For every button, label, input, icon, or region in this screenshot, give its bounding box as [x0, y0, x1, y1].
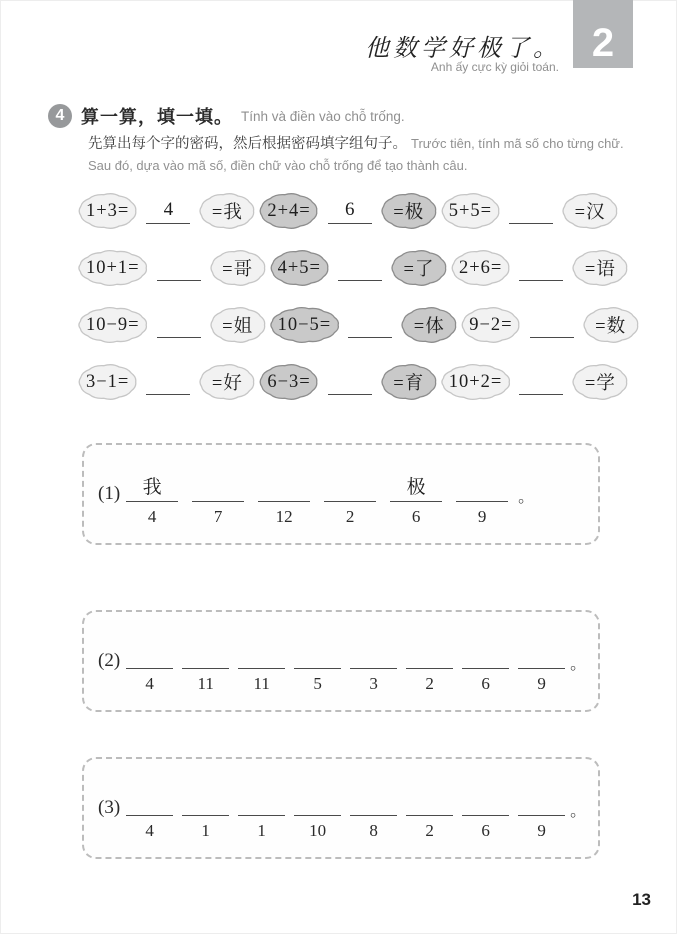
puzzle-row: [76, 190, 616, 232]
equation-text: 5+5=: [448, 200, 493, 221]
character-blank: 我: [126, 475, 178, 502]
character-blank: [406, 789, 453, 816]
equation-text: 10+2=: [448, 371, 503, 392]
character-text: =育: [393, 374, 425, 394]
character-cloud: [570, 248, 630, 288]
blank-unit: [126, 475, 178, 527]
blank-unit: [406, 789, 453, 841]
character-blank: [350, 642, 397, 669]
sentence-period: 。: [518, 489, 535, 506]
equation-cloud: [257, 362, 320, 402]
character-text: =我: [211, 203, 243, 223]
chapter-number-box: 2: [573, 0, 633, 68]
equation-text: 10−9=: [86, 314, 140, 335]
character-text: =好: [211, 374, 243, 394]
blank-unit: [350, 642, 397, 694]
character-blank: [294, 642, 341, 669]
blank-unit: [126, 642, 173, 694]
code-number: 9: [537, 821, 546, 840]
puzzle-cell: [439, 362, 631, 402]
character-text: =哥: [222, 260, 254, 280]
character-text: =数: [595, 317, 627, 337]
puzzle-cell: [439, 191, 620, 231]
character-cloud: [379, 191, 439, 231]
answer-blank: [157, 256, 201, 281]
code-number: 11: [253, 674, 270, 693]
character-cloud: [379, 362, 439, 402]
blank-unit: [126, 789, 173, 841]
code-number: 6: [481, 674, 490, 693]
lesson-title-vietnamese: Anh ấy cực kỳ giỏi toán.: [430, 60, 559, 74]
character-blank: [406, 642, 453, 669]
exercise-title-chinese: 算一算，填一填。: [81, 107, 233, 127]
answer-blank: [146, 370, 190, 395]
character-cloud: [399, 305, 459, 345]
answer-blank: 6: [328, 199, 372, 224]
answer-blank: [157, 313, 201, 338]
equation-cloud: [76, 305, 150, 345]
code-number: 4: [145, 674, 154, 693]
code-number: 8: [369, 821, 378, 840]
equation-cloud: [76, 362, 139, 402]
equation-text: 2+4=: [267, 200, 311, 221]
equation-cloud: [268, 248, 331, 288]
equation-text: 10−5=: [277, 314, 332, 335]
answer-blank: [519, 370, 563, 395]
code-number: 1: [257, 821, 266, 840]
equation-cloud: [439, 362, 513, 402]
answer-blank: 4: [146, 199, 190, 224]
answer-blank: [530, 313, 574, 338]
puzzle-cell: [449, 248, 630, 288]
exercise-title-vietnamese: Tính và điền vào chỗ trống.: [241, 108, 405, 124]
lesson-header: [0, 0, 677, 100]
character-text: =学: [584, 374, 616, 394]
character-text: =体: [413, 317, 445, 337]
character-blank: [182, 642, 229, 669]
puzzle-cell: [76, 248, 268, 288]
blank-unit: [518, 642, 565, 694]
code-number: 5: [313, 674, 322, 693]
code-number: 10: [309, 821, 327, 840]
blank-unit: [192, 475, 244, 527]
equation-cloud: [76, 191, 139, 231]
code-number: 9: [477, 507, 487, 526]
code-number: 1: [201, 821, 210, 840]
puzzle-row: [76, 361, 616, 403]
character-blank: [462, 642, 509, 669]
exercise-instructions: [88, 133, 633, 176]
blank-unit: [350, 789, 397, 841]
code-number: 12: [275, 507, 293, 526]
code-number: 2: [345, 507, 355, 526]
puzzle-cell: [257, 191, 438, 231]
character-text: =极: [393, 203, 425, 223]
character-blank: [350, 789, 397, 816]
character-cloud: [570, 362, 630, 402]
blank-unit: [238, 789, 285, 841]
character-blank: [294, 789, 341, 816]
equation-cloud: [459, 305, 522, 345]
puzzle-cell: [268, 248, 449, 288]
lesson-title-chinese: 他数学好极了。: [365, 36, 561, 62]
puzzle-row: [76, 304, 627, 346]
equation-text: 3−1=: [86, 371, 130, 392]
equation-text: 1+3=: [86, 200, 130, 221]
blank-unit: [324, 475, 376, 527]
character-blank: [238, 789, 285, 816]
blank-unit: [518, 789, 565, 841]
answer-blank: [519, 256, 563, 281]
code-number: 6: [481, 821, 490, 840]
character-blank: [324, 475, 376, 502]
character-cloud: [197, 191, 257, 231]
character-blank: 极: [390, 475, 442, 502]
puzzle-cell: [268, 305, 460, 345]
page-number: 13: [632, 890, 651, 909]
puzzle-cell: [76, 362, 257, 402]
code-number: 4: [147, 507, 157, 526]
character-blank: [462, 789, 509, 816]
character-blank: [126, 789, 173, 816]
equation-text: 10+1=: [86, 257, 140, 278]
puzzle-cell: [76, 305, 268, 345]
character-cloud: [208, 248, 268, 288]
equation-text: 9−2=: [469, 314, 513, 335]
character-blank: [518, 642, 565, 669]
exercise-number-badge: 4: [48, 104, 72, 128]
character-cloud: [197, 362, 257, 402]
character-blank: [258, 475, 310, 502]
blank-unit: [294, 642, 341, 694]
character-blank: [126, 642, 173, 669]
blank-unit: [406, 642, 453, 694]
character-cloud: [581, 305, 641, 345]
sentence-label: (2): [98, 650, 121, 671]
character-blank: [456, 475, 508, 502]
answer-blank: [338, 256, 382, 281]
blank-unit: [238, 642, 285, 694]
equation-cloud: [76, 248, 150, 288]
instruction-chinese: 先算出每个字的密码，然后根据密码填字组句子。: [88, 136, 407, 152]
code-number: 3: [369, 674, 378, 693]
code-number: 6: [411, 507, 421, 526]
equation-cloud: [439, 191, 502, 231]
code-number: 11: [197, 674, 214, 693]
blank-unit: [462, 642, 509, 694]
equation-cloud: [257, 191, 320, 231]
blank-unit: [182, 642, 229, 694]
sentence-period: 。: [570, 656, 587, 673]
sentence-period: 。: [570, 803, 587, 820]
code-number: 9: [537, 674, 546, 693]
character-text: =汉: [574, 203, 606, 223]
character-cloud: [389, 248, 449, 288]
character-blank: [518, 789, 565, 816]
exercise-header: [48, 103, 637, 129]
code-number: 4: [145, 821, 154, 840]
code-puzzle-grid: [76, 190, 627, 418]
answer-blank: [348, 313, 392, 338]
code-number: 2: [425, 821, 434, 840]
character-cloud: [560, 191, 620, 231]
code-number: 2: [425, 674, 434, 693]
sentence-box: [82, 757, 600, 859]
blank-unit: [456, 475, 508, 527]
character-blank: [238, 642, 285, 669]
answer-blank: [509, 199, 553, 224]
sentence-box: [82, 443, 600, 545]
instruction-vietnamese-1: Trước tiên, tính mã số cho từng chữ.: [411, 136, 624, 151]
instruction-vietnamese-2: Sau đó, dựa vào mã số, điền chữ vào chỗ trống để tạo thành câu.: [88, 158, 468, 173]
blank-unit: [462, 789, 509, 841]
puzzle-cell: [76, 191, 257, 231]
code-number: 7: [213, 507, 223, 526]
equation-text: 6−3=: [267, 371, 311, 392]
character-cloud: [208, 305, 268, 345]
answer-blank: [328, 370, 372, 395]
sentence-row: [98, 642, 598, 694]
sentence-label: (1): [98, 483, 121, 504]
equation-cloud: [449, 248, 512, 288]
puzzle-cell: [459, 305, 640, 345]
character-text: =语: [584, 260, 616, 280]
equation-cloud: [268, 305, 342, 345]
puzzle-row: [76, 247, 616, 289]
sentence-box: [82, 610, 600, 712]
sentence-row: [98, 789, 598, 841]
blank-unit: [294, 789, 341, 841]
character-text: =姐: [222, 317, 254, 337]
character-blank: [182, 789, 229, 816]
blank-unit: [258, 475, 310, 527]
sentence-label: (3): [98, 797, 121, 818]
equation-text: 4+5=: [277, 257, 321, 278]
puzzle-cell: [257, 362, 438, 402]
character-blank: [192, 475, 244, 502]
blank-unit: [182, 789, 229, 841]
blank-unit: [390, 475, 442, 527]
equation-text: 2+6=: [459, 257, 503, 278]
character-text: =了: [403, 260, 435, 280]
sentence-row: [98, 475, 598, 527]
